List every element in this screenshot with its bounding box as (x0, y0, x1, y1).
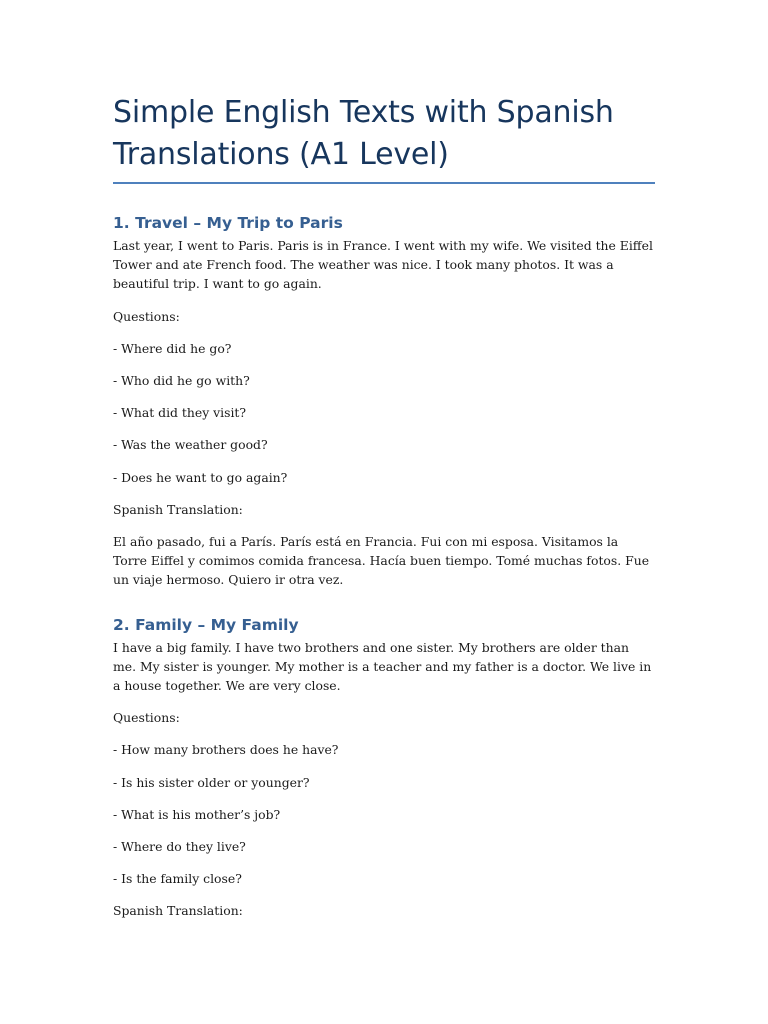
section-travel (113, 212, 655, 590)
question-item: - What is his mother’s job? (113, 806, 281, 822)
section-text: I have a big family. I have two brothers and one sister. My brothers are older than me. My sister is younger. My mother is a teacher and my father is a doctor. We live in a house together. We are very close. (113, 639, 652, 694)
document-title: Simple English Texts with Spanish Translations (A1 Level) (113, 95, 614, 172)
question-item: - Where did he go? (113, 340, 232, 356)
translation-label: Spanish Translation: (113, 903, 243, 919)
question-item: - Is the family close? (113, 871, 242, 887)
translation-label: Spanish Translation: (113, 501, 243, 517)
section-text: Last year, I went to Paris. Paris is in France. I went with my wife. We visited the Eiffel Tower and ate French food. The weather was nice. I took many photos. It was a beautiful trip. I want to go again. (113, 238, 653, 292)
section-family (113, 614, 655, 921)
document-content (113, 92, 655, 941)
question-item: - How many brothers does he have? (113, 742, 339, 758)
section-heading: 1. Travel – My Trip to Paris (113, 214, 343, 232)
title-underline (113, 182, 655, 184)
translation-text: El año pasado, fui a París. París está en Francia. Fui con mi esposa. Visitamos la Torre Eiffel y comimos comida francesa. Hacía buen tiempo. Tomé muchas fotos. Fue un viaje hermoso. Quiero ir otra vez. (113, 534, 650, 588)
questions-label: Questions: (113, 710, 180, 726)
section-heading: 2. Family – My Family (113, 615, 299, 634)
question-item: - Is his sister older or younger? (113, 774, 310, 790)
questions-label: Questions: (113, 308, 180, 324)
question-item: - Was the weather good? (113, 437, 268, 453)
question-item: - Who did he go with? (113, 373, 250, 389)
question-item: - Does he want to go again? (113, 469, 288, 485)
question-item: - Where do they live? (113, 839, 246, 855)
question-item: - What did they visit? (113, 405, 247, 421)
